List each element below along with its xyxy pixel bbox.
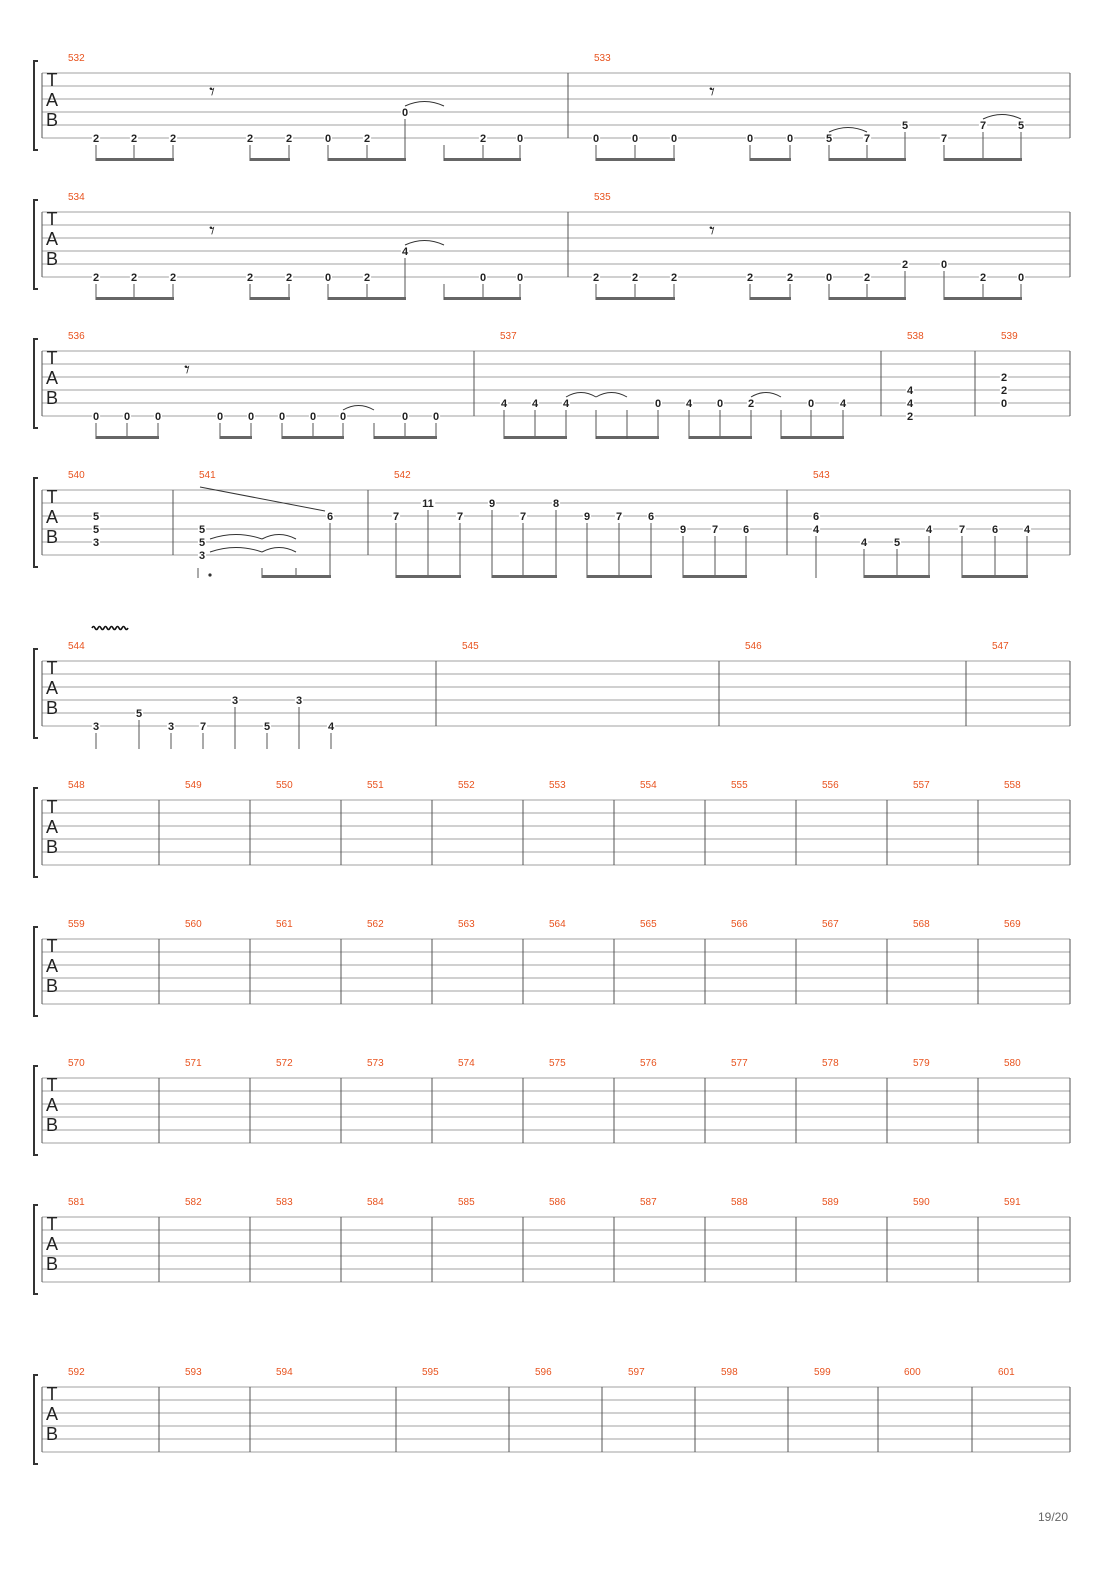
fret-number: 4 bbox=[906, 385, 914, 397]
tab-clef-letter: B bbox=[45, 1254, 59, 1274]
fret-number: 2 bbox=[479, 133, 487, 145]
tab-clef-letter: B bbox=[45, 388, 59, 408]
tie bbox=[983, 115, 1021, 120]
fret-number: 0 bbox=[339, 411, 347, 423]
note-beam bbox=[96, 436, 159, 439]
note-beam bbox=[829, 158, 906, 161]
tie bbox=[405, 241, 444, 246]
measure-number: 570 bbox=[68, 1058, 85, 1069]
note-beam bbox=[596, 297, 675, 300]
fret-number: 4 bbox=[531, 398, 539, 410]
note-beam bbox=[96, 158, 174, 161]
fret-number: 6 bbox=[991, 524, 999, 536]
tab-clef-letter: T bbox=[46, 1214, 58, 1234]
measure-number: 538 bbox=[907, 331, 924, 342]
system-bracket bbox=[34, 1066, 38, 1155]
tie bbox=[405, 102, 444, 107]
fret-number: 2 bbox=[631, 272, 639, 284]
measure-number: 553 bbox=[549, 780, 566, 791]
measure-number: 569 bbox=[1004, 919, 1021, 930]
fret-number: 7 bbox=[958, 524, 966, 536]
measure-number: 562 bbox=[367, 919, 384, 930]
measure-number: 560 bbox=[185, 919, 202, 930]
fret-number: 3 bbox=[231, 695, 239, 707]
fret-number: 7 bbox=[456, 511, 464, 523]
fret-number: 4 bbox=[839, 398, 847, 410]
fret-number: 2 bbox=[786, 272, 794, 284]
fret-number: 2 bbox=[169, 272, 177, 284]
tab-clef-letter: B bbox=[45, 1424, 59, 1444]
measure-number: 588 bbox=[731, 1197, 748, 1208]
fret-number: 6 bbox=[742, 524, 750, 536]
measure-number: 580 bbox=[1004, 1058, 1021, 1069]
fret-number: 5 bbox=[1017, 120, 1025, 132]
fret-number: 0 bbox=[479, 272, 487, 284]
tab-clef-letter: A bbox=[45, 956, 59, 976]
fret-number: 5 bbox=[198, 537, 206, 549]
measure-number: 591 bbox=[1004, 1197, 1021, 1208]
tab-clef-letter: T bbox=[46, 1075, 58, 1095]
measure-number: 589 bbox=[822, 1197, 839, 1208]
fret-number: 3 bbox=[92, 537, 100, 549]
tab-clef-letter: B bbox=[45, 110, 59, 130]
fret-number: 2 bbox=[285, 272, 293, 284]
tab-clef-letter: T bbox=[46, 487, 58, 507]
measure-number: 568 bbox=[913, 919, 930, 930]
note-beam bbox=[250, 297, 290, 300]
measure-number: 554 bbox=[640, 780, 657, 791]
tab-clef-letter: T bbox=[46, 936, 58, 956]
measure-number: 573 bbox=[367, 1058, 384, 1069]
fret-number: 2 bbox=[747, 398, 755, 410]
note-beam bbox=[262, 575, 331, 578]
fret-number: 6 bbox=[647, 511, 655, 523]
tab-clef-letter: B bbox=[45, 976, 59, 996]
rhythm-dot bbox=[208, 573, 211, 576]
note-beam bbox=[864, 575, 930, 578]
fret-number: 4 bbox=[401, 246, 409, 258]
tab-clef-letter: A bbox=[45, 817, 59, 837]
measure-number: 549 bbox=[185, 780, 202, 791]
tab-clef-letter: B bbox=[45, 1115, 59, 1135]
note-beam bbox=[96, 297, 174, 300]
measure-number: 543 bbox=[813, 470, 830, 481]
fret-number: 0 bbox=[401, 411, 409, 423]
fret-number: 0 bbox=[746, 133, 754, 145]
fret-number: 3 bbox=[295, 695, 303, 707]
measure-number: 590 bbox=[913, 1197, 930, 1208]
eighth-rest: 𝄾 bbox=[709, 219, 715, 244]
note-beam bbox=[829, 297, 906, 300]
note-beam bbox=[220, 436, 252, 439]
measure-number: 545 bbox=[462, 641, 479, 652]
fret-number: 5 bbox=[263, 721, 271, 733]
fret-number: 2 bbox=[906, 411, 914, 423]
measure-number: 548 bbox=[68, 780, 85, 791]
measure-number: 594 bbox=[276, 1367, 293, 1378]
tab-clef-letter: T bbox=[46, 658, 58, 678]
fret-number: 7 bbox=[711, 524, 719, 536]
fret-number: 0 bbox=[324, 133, 332, 145]
measure-number: 546 bbox=[745, 641, 762, 652]
measure-number: 587 bbox=[640, 1197, 657, 1208]
fret-number: 3 bbox=[92, 721, 100, 733]
fret-number: 2 bbox=[363, 272, 371, 284]
fret-number: 7 bbox=[863, 133, 871, 145]
fret-number: 0 bbox=[1017, 272, 1025, 284]
fret-number: 0 bbox=[216, 411, 224, 423]
fret-number: 0 bbox=[825, 272, 833, 284]
fret-number: 11 bbox=[422, 498, 434, 510]
tab-clef-letter: T bbox=[46, 70, 58, 90]
note-beam bbox=[750, 297, 791, 300]
fret-number: 2 bbox=[363, 133, 371, 145]
fret-number: 2 bbox=[1000, 372, 1008, 384]
fret-number: 7 bbox=[519, 511, 527, 523]
tab-clef-letter: A bbox=[45, 678, 59, 698]
eighth-rest: 𝄾 bbox=[184, 358, 190, 383]
note-beam bbox=[689, 436, 752, 439]
slide-line bbox=[200, 487, 325, 511]
vibrato-mark bbox=[92, 627, 128, 630]
measure-number: 534 bbox=[68, 192, 85, 203]
measure-number: 599 bbox=[814, 1367, 831, 1378]
tie bbox=[262, 548, 296, 553]
measure-number: 572 bbox=[276, 1058, 293, 1069]
fret-number: 2 bbox=[92, 133, 100, 145]
measure-number: 550 bbox=[276, 780, 293, 791]
measure-number: 552 bbox=[458, 780, 475, 791]
note-beam bbox=[781, 436, 844, 439]
fret-number: 3 bbox=[198, 550, 206, 562]
measure-number: 581 bbox=[68, 1197, 85, 1208]
tab-clef-letter: A bbox=[45, 1404, 59, 1424]
fret-number: 4 bbox=[860, 537, 868, 549]
fret-number: 0 bbox=[631, 133, 639, 145]
measure-number: 583 bbox=[276, 1197, 293, 1208]
fret-number: 0 bbox=[247, 411, 255, 423]
fret-number: 5 bbox=[901, 120, 909, 132]
measure-number: 559 bbox=[68, 919, 85, 930]
tab-clef-letter: T bbox=[46, 348, 58, 368]
note-beam bbox=[962, 575, 1028, 578]
tab-clef-letter: A bbox=[45, 507, 59, 527]
eighth-rest: 𝄾 bbox=[709, 80, 715, 105]
system-bracket bbox=[34, 649, 38, 738]
note-beam bbox=[596, 158, 675, 161]
fret-number: 9 bbox=[679, 524, 687, 536]
measure-number: 578 bbox=[822, 1058, 839, 1069]
fret-number: 0 bbox=[432, 411, 440, 423]
fret-number: 2 bbox=[1000, 385, 1008, 397]
measure-number: 564 bbox=[549, 919, 566, 930]
fret-number: 5 bbox=[198, 524, 206, 536]
measure-number: 593 bbox=[185, 1367, 202, 1378]
note-beam bbox=[374, 436, 437, 439]
tab-clef-letter: B bbox=[45, 698, 59, 718]
measure-number: 537 bbox=[500, 331, 517, 342]
measure-number: 542 bbox=[394, 470, 411, 481]
fret-number: 5 bbox=[135, 708, 143, 720]
fret-number: 2 bbox=[746, 272, 754, 284]
eighth-rest: 𝄾 bbox=[209, 219, 215, 244]
fret-number: 0 bbox=[592, 133, 600, 145]
note-beam bbox=[492, 575, 557, 578]
fret-number: 9 bbox=[583, 511, 591, 523]
tab-clef-letter: A bbox=[45, 90, 59, 110]
measure-number: 539 bbox=[1001, 331, 1018, 342]
measure-number: 596 bbox=[535, 1367, 552, 1378]
tie bbox=[262, 535, 296, 540]
fret-number: 2 bbox=[979, 272, 987, 284]
note-beam bbox=[444, 297, 521, 300]
measure-number: 547 bbox=[992, 641, 1009, 652]
system-bracket bbox=[34, 1205, 38, 1294]
fret-number: 0 bbox=[1000, 398, 1008, 410]
measure-number: 597 bbox=[628, 1367, 645, 1378]
measure-number: 582 bbox=[185, 1197, 202, 1208]
note-beam bbox=[328, 297, 406, 300]
measure-number: 585 bbox=[458, 1197, 475, 1208]
measure-number: 598 bbox=[721, 1367, 738, 1378]
fret-number: 0 bbox=[324, 272, 332, 284]
fret-number: 4 bbox=[925, 524, 933, 536]
fret-number: 4 bbox=[562, 398, 570, 410]
fret-number: 4 bbox=[906, 398, 914, 410]
system-bracket bbox=[34, 788, 38, 877]
measure-number: 601 bbox=[998, 1367, 1015, 1378]
tie bbox=[829, 128, 867, 133]
measure-number: 535 bbox=[594, 192, 611, 203]
tab-clef-letter: B bbox=[45, 837, 59, 857]
note-beam bbox=[396, 575, 461, 578]
fret-number: 8 bbox=[552, 498, 560, 510]
fret-number: 0 bbox=[516, 272, 524, 284]
fret-number: 5 bbox=[893, 537, 901, 549]
fret-number: 0 bbox=[401, 107, 409, 119]
fret-number: 0 bbox=[516, 133, 524, 145]
measure-number: 600 bbox=[904, 1367, 921, 1378]
note-beam bbox=[444, 158, 521, 161]
fret-number: 2 bbox=[246, 272, 254, 284]
fret-number: 6 bbox=[326, 511, 334, 523]
system-bracket bbox=[34, 927, 38, 1016]
note-beam bbox=[944, 297, 1022, 300]
measure-number: 532 bbox=[68, 53, 85, 64]
measure-number: 566 bbox=[731, 919, 748, 930]
fret-number: 2 bbox=[285, 133, 293, 145]
tab-clef-letter: A bbox=[45, 368, 59, 388]
page-number: 19/20 bbox=[1037, 1510, 1068, 1524]
measure-number: 563 bbox=[458, 919, 475, 930]
fret-number: 0 bbox=[807, 398, 815, 410]
tab-clef-letter: B bbox=[45, 527, 59, 547]
system-bracket bbox=[34, 61, 38, 150]
fret-number: 0 bbox=[123, 411, 131, 423]
fret-number: 2 bbox=[670, 272, 678, 284]
tab-clef-letter: B bbox=[45, 249, 59, 269]
eighth-rest: 𝄾 bbox=[209, 80, 215, 105]
tab-clef-letter: A bbox=[45, 229, 59, 249]
measure-number: 584 bbox=[367, 1197, 384, 1208]
measure-number: 595 bbox=[422, 1367, 439, 1378]
fret-number: 4 bbox=[1023, 524, 1031, 536]
measure-number: 555 bbox=[731, 780, 748, 791]
measure-number: 558 bbox=[1004, 780, 1021, 791]
measure-number: 586 bbox=[549, 1197, 566, 1208]
note-beam bbox=[587, 575, 652, 578]
fret-number: 0 bbox=[309, 411, 317, 423]
note-beam bbox=[250, 158, 290, 161]
tie bbox=[566, 393, 596, 398]
fret-number: 5 bbox=[825, 133, 833, 145]
fret-number: 0 bbox=[670, 133, 678, 145]
system-bracket bbox=[34, 1375, 38, 1464]
tab-clef-letter: T bbox=[46, 797, 58, 817]
tie bbox=[596, 393, 627, 398]
system-bracket bbox=[34, 339, 38, 428]
measure-number: 571 bbox=[185, 1058, 202, 1069]
fret-number: 4 bbox=[812, 524, 820, 536]
tab-clef-letter: T bbox=[46, 209, 58, 229]
system-bracket bbox=[34, 478, 38, 567]
note-beam bbox=[683, 575, 747, 578]
measure-number: 576 bbox=[640, 1058, 657, 1069]
fret-number: 0 bbox=[92, 411, 100, 423]
fret-number: 4 bbox=[500, 398, 508, 410]
measure-number: 557 bbox=[913, 780, 930, 791]
fret-number: 4 bbox=[685, 398, 693, 410]
fret-number: 2 bbox=[863, 272, 871, 284]
tie bbox=[210, 535, 262, 540]
note-beam bbox=[282, 436, 344, 439]
fret-number: 2 bbox=[130, 133, 138, 145]
fret-number: 2 bbox=[92, 272, 100, 284]
measure-number: 541 bbox=[199, 470, 216, 481]
measure-number: 579 bbox=[913, 1058, 930, 1069]
tab-clef-letter: T bbox=[46, 1384, 58, 1404]
fret-number: 7 bbox=[979, 120, 987, 132]
fret-number: 0 bbox=[154, 411, 162, 423]
measure-number: 540 bbox=[68, 470, 85, 481]
fret-number: 0 bbox=[654, 398, 662, 410]
measure-number: 551 bbox=[367, 780, 384, 791]
tie bbox=[343, 406, 374, 411]
measure-number: 533 bbox=[594, 53, 611, 64]
measure-number: 536 bbox=[68, 331, 85, 342]
fret-number: 7 bbox=[392, 511, 400, 523]
measure-number: 565 bbox=[640, 919, 657, 930]
fret-number: 2 bbox=[592, 272, 600, 284]
fret-number: 3 bbox=[167, 721, 175, 733]
fret-number: 0 bbox=[786, 133, 794, 145]
fret-number: 7 bbox=[199, 721, 207, 733]
tab-clef-letter: A bbox=[45, 1234, 59, 1254]
tie bbox=[751, 393, 781, 398]
note-beam bbox=[328, 158, 406, 161]
fret-number: 2 bbox=[169, 133, 177, 145]
fret-number: 7 bbox=[615, 511, 623, 523]
fret-number: 2 bbox=[130, 272, 138, 284]
measure-number: 567 bbox=[822, 919, 839, 930]
fret-number: 0 bbox=[278, 411, 286, 423]
tie bbox=[210, 548, 262, 553]
tab-clef-letter: A bbox=[45, 1095, 59, 1115]
measure-number: 556 bbox=[822, 780, 839, 791]
fret-number: 9 bbox=[488, 498, 496, 510]
fret-number: 6 bbox=[812, 511, 820, 523]
measure-number: 577 bbox=[731, 1058, 748, 1069]
measure-number: 575 bbox=[549, 1058, 566, 1069]
note-beam bbox=[750, 158, 791, 161]
fret-number: 2 bbox=[901, 259, 909, 271]
measure-number: 544 bbox=[68, 641, 85, 652]
note-beam bbox=[504, 436, 567, 439]
measure-number: 574 bbox=[458, 1058, 475, 1069]
fret-number: 4 bbox=[327, 721, 335, 733]
note-beam bbox=[944, 158, 1022, 161]
fret-number: 5 bbox=[92, 511, 100, 523]
system-bracket bbox=[34, 200, 38, 289]
measure-number: 561 bbox=[276, 919, 293, 930]
fret-number: 5 bbox=[92, 524, 100, 536]
measure-number: 592 bbox=[68, 1367, 85, 1378]
fret-number: 0 bbox=[940, 259, 948, 271]
fret-number: 7 bbox=[940, 133, 948, 145]
fret-number: 2 bbox=[246, 133, 254, 145]
fret-number: 0 bbox=[716, 398, 724, 410]
